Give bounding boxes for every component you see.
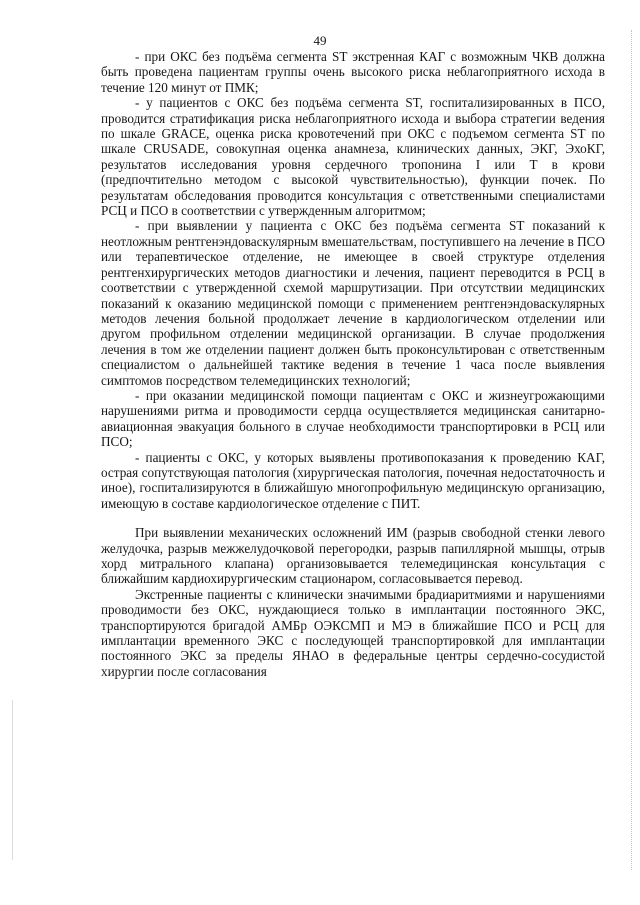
page-number: 49: [313, 33, 327, 48]
paragraph-7: Экстренные пациенты с клинически значимыми брадиаритмиями и нарушениями проводимости без ОКС, нуждающиеся только в имплантации постоянного ЭКС, транспортируются бригадой АМБр ОЭКСМП и МЭ в ближайшие ПСО и РСЦ для имплантации временного ЭКС с последующей транспортировкой для имплантации постоянного ЭКС за пределы ЯНАО в федеральные центры сердечно-сосудистой хирургии после согласования: [101, 586, 605, 679]
paragraph-1: - при ОКС без подъёма сегмента ST экстренная КАГ с возможным ЧКВ должна быть проведена пациентам группы очень высокого риска неблагоприятного исхода в течение 120 минут от ПМК;: [101, 49, 605, 95]
paragraph-2: - у пациентов с ОКС без подъёма сегмента ST, госпитализированных в ПСО, проводится стратификация риска неблагоприятного исхода и выбора стратегии ведения по шкале GRACE, оценка риска кровотечений при ОКС с подъемом сегмента ST по шкале CRUSADE, совокупная оценка анамнеза, клинических данных, ЭКГ, ЭхоКГ, результатов исследования уровня сердечного тропонина I или T в крови (предпочтительно методом с высокой чувствительностью), функции почек. По результатам обследования проводится консультация с ответственными специалистами РСЦ и ПСО в соответствии с утвержденным алгоритмом;: [101, 95, 605, 219]
scan-edge-right: [630, 30, 632, 870]
body-text: [101, 49, 605, 679]
paragraph-4: - при оказании медицинской помощи пациентам с ОКС и жизнеугрожающими нарушениями ритма и проводимости сердца осуществляется медицинская санитарно-авиационная эвакуация больного в случае необходимости транспортировки в РСЦ или ПСО;: [101, 387, 605, 450]
paragraph-5: - пациенты с ОКС, у которых выявлены противопоказания к проведению КАГ, острая сопутствующая патология (хирургическая патология, почечная недостаточность и иное), госпитализируются в ближайшую многопрофильную медицинскую организацию, имеющую в составе кардиологическое отделение с ПИТ.: [101, 449, 605, 511]
paragraph-6: При выявлении механических осложнений ИМ (разрыв свободной стенки левого желудочка, разрыв межжелудочковой перегородки, разрыв папиллярной мышцы, отрыв хорд митрального клапана) организовывается телемедицинская консультация с ближайшим кардиохирургическим стационаром, согласовывается перевод.: [101, 525, 605, 587]
paragraph-3: - при выявлении у пациента с ОКС без подъёма сегмента ST показаний к неотложным рентгенэндоваскулярным вмешательствам, поступившего на лечение в ПСО или терапевтическое отделение, не имеющее в своей структуре отделения рентгенхирургических методов диагностики и лечения, пациент переводится в РСЦ в соответствии с утвержденной схемой маршрутизации. При отсутствии медицинских показаний к оказанию медицинской помощи с применением рентгенэндоваскулярных методов лечения больной продолжает лечение в кардиологическом отделении или другом профильном отделении медицинской организации. В случае продолжения лечения в том же отделении пациент должен быть проконсультирован с ответственным специалистом о дальнейшей тактике ведения в течение 1 часа после выявления симптомов посредством телемедицинских технологий;: [101, 218, 605, 388]
scan-edge-left: [12, 700, 13, 860]
